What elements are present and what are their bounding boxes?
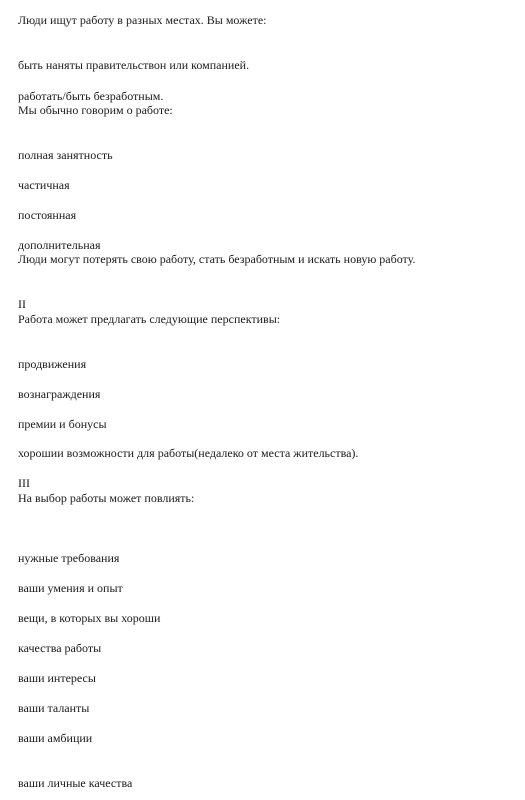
section2-intro: Работа может предлагать следующие перспективы: — [18, 312, 281, 326]
list-item: быть наняты правительствон или компанией. — [18, 58, 250, 72]
list-item: полная занятность — [18, 148, 113, 162]
list-item: ваши интересы — [18, 671, 96, 685]
list-item: ваши умения и опыт — [18, 581, 123, 595]
section2-numeral: II — [18, 297, 26, 311]
section3-numeral: III — [18, 476, 30, 490]
list-item: нужные требования — [18, 551, 120, 565]
list-item: качества работы — [18, 641, 102, 655]
list-item: ваши таланты — [18, 701, 90, 715]
list-item: частичная — [18, 178, 70, 192]
list-item: постоянная — [18, 208, 77, 222]
list-item: дополнительная — [18, 238, 101, 252]
section1-closing: Люди могут потерять свою работу, стать безработным и искать новую работу. — [18, 252, 416, 266]
section3-intro: На выбор работы может повлиять: — [18, 491, 195, 505]
section1-intro: Люди ищут работу в разных местах. Вы можете: — [18, 13, 267, 27]
list-item: ваши личные качества — [18, 776, 133, 790]
list-item: ваши амбиции — [18, 731, 93, 745]
list-item: вознаграждения — [18, 387, 101, 401]
list-item: вещи, в которых вы хороши — [18, 611, 161, 625]
list-item: работать/быть безработным. — [18, 89, 164, 103]
list-item: хорошии возможности для работы(недалеко от места жительства). — [18, 446, 359, 460]
list-item: премии и бонусы — [18, 417, 107, 431]
work-intro: Мы обычно говорим о работе: — [18, 103, 173, 117]
list-item: продвижения — [18, 357, 87, 371]
